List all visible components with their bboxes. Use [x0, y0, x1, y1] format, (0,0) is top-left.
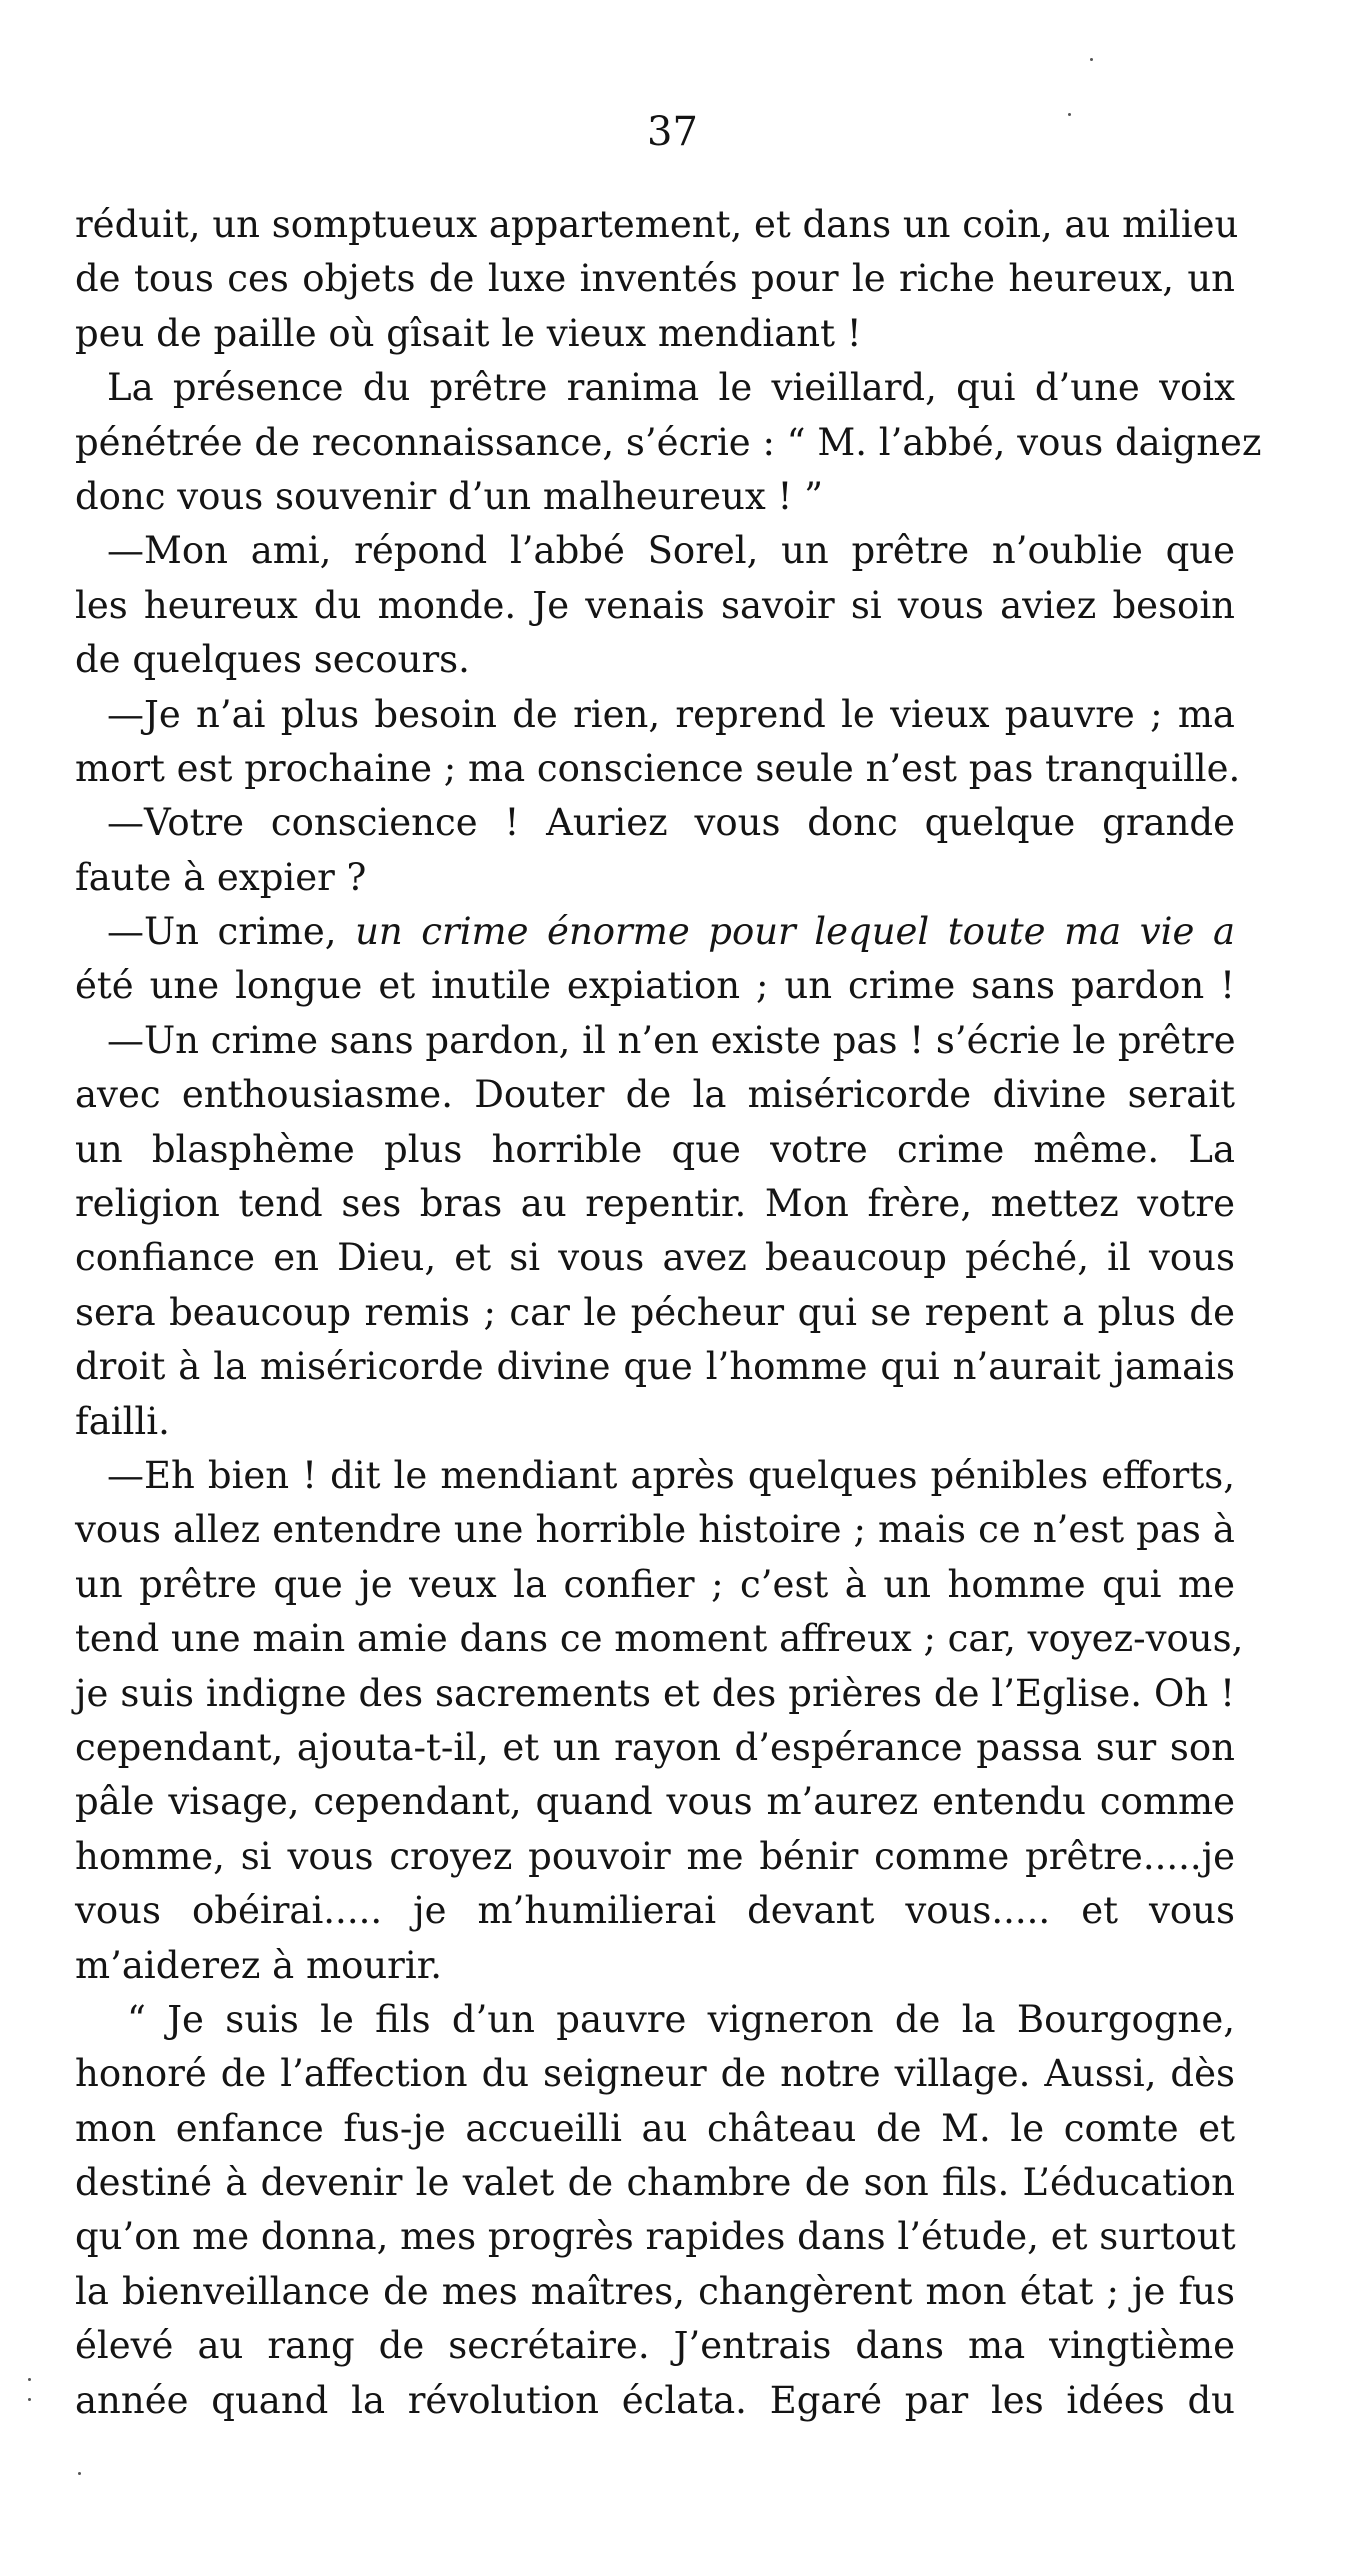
text-line: homme, si vous croyez pouvoir me bénir comme prêtre.....je	[75, 1834, 1235, 1878]
text-line: pénétrée de reconnaissance, s’écrie : “ M. l’abbé, vous daignez	[75, 420, 1262, 464]
scan-speck	[1090, 58, 1093, 61]
text-line: cependant, ajouta-t-il, et un rayon d’espérance passa sur son	[75, 1725, 1235, 1769]
scan-speck	[28, 2398, 31, 2401]
text-line: été une longue et inutile expiation ; un crime sans pardon !	[75, 964, 1235, 1008]
text-line: de tous ces objets de luxe inventés pour le riche heureux, un	[75, 257, 1235, 301]
text-line: faute à expier ?	[75, 855, 367, 899]
text-line: La présence du prêtre ranima le vieillard, qui d’une voix	[107, 366, 1235, 410]
text-line: donc vous souvenir d’un malheureux ! ”	[75, 474, 824, 518]
text-line: vous allez entendre une horrible histoire ; mais ce n’est pas à	[75, 1508, 1235, 1552]
text-line: année quand la révolution éclata. Egaré par les idées du	[75, 2378, 1235, 2422]
text-line: de quelques secours.	[75, 638, 470, 682]
scan-speck	[1068, 113, 1071, 116]
text-line: je suis indigne des sacrements et des prières de l’Eglise. Oh !	[75, 1671, 1235, 1715]
italic-text: un crime énorme pour lequel toute ma vie a	[355, 910, 1236, 954]
text-line: tend une main amie dans ce moment affreux ; car, voyez-vous,	[75, 1617, 1244, 1661]
page-number: 37	[647, 109, 698, 155]
text-line: sera beaucoup remis ; car le pécheur qui se repent a plus de	[75, 1290, 1235, 1334]
scan-speck	[28, 2378, 31, 2381]
text-line: droit à la miséricorde divine que l’homme qui n’aurait jamais	[75, 1345, 1235, 1389]
text-line: peu de paille où gîsait le vieux mendiant !	[75, 311, 862, 355]
text-line: réduit, un somptueux appartement, et dans un coin, au milieu	[75, 203, 1239, 246]
text-line: confiance en Dieu, et si vous avez beaucoup péché, il vous	[75, 1236, 1235, 1280]
text-line: les heureux du monde. Je venais savoir si vous aviez besoin	[75, 583, 1235, 627]
text-line: avec enthousiasme. Douter de la miséricorde divine serait	[75, 1073, 1235, 1117]
text-line: —Un crime, un crime énorme pour lequel toute ma vie a	[107, 910, 1236, 954]
text-line: religion tend ses bras au repentir. Mon frère, mettez votre	[75, 1182, 1235, 1226]
text-line: “ Je suis le fils d’un pauvre vigneron de la Bourgogne,	[127, 1997, 1235, 2041]
text-line: —Un crime sans pardon, il n’en existe pas ! s’écrie le prêtre	[107, 1018, 1236, 1062]
scan-speck	[78, 2472, 81, 2475]
text-line: qu’on me donna, mes progrès rapides dans l’étude, et surtout	[75, 2215, 1236, 2259]
text-line: —Eh bien ! dit le mendiant après quelques pénibles efforts,	[107, 1453, 1235, 1497]
text-line: mon enfance fus-je accueilli au château de M. le comte et	[75, 2106, 1235, 2150]
text-line: vous obéirai..... je m’humilierai devant vous..... et vous	[75, 1889, 1235, 1933]
text-line: —Mon ami, répond l’abbé Sorel, un prêtre n’oublie que	[107, 529, 1235, 573]
text-line: pâle visage, cependant, quand vous m’aurez entendu comme	[75, 1780, 1235, 1824]
text-line: élevé au rang de secrétaire. J’entrais dans ma vingtième	[75, 2324, 1235, 2368]
text-line: un prêtre que je veux la confier ; c’est à un homme qui me	[75, 1562, 1235, 1606]
text-line: honoré de l’affection du seigneur de notre village. Aussi, dès	[75, 2052, 1235, 2096]
text-line: —Je n’ai plus besoin de rien, reprend le vieux pauvre ; ma	[107, 692, 1235, 736]
text-line: un blasphème plus horrible que votre crime même. La	[75, 1127, 1235, 1171]
text-line: —Votre conscience ! Auriez vous donc quelque grande	[107, 801, 1235, 845]
body-text	[75, 198, 1262, 2428]
text-line: la bienveillance de mes maîtres, changèrent mon état ; je fus	[75, 2269, 1235, 2313]
text-line: destiné à devenir le valet de chambre de son fils. L’éducation	[75, 2161, 1235, 2205]
text-line: failli.	[75, 1399, 170, 1443]
text-line: mort est prochaine ; ma conscience seule n’est pas tranquille.	[75, 746, 1241, 790]
text-line: m’aiderez à mourir.	[75, 1943, 443, 1987]
